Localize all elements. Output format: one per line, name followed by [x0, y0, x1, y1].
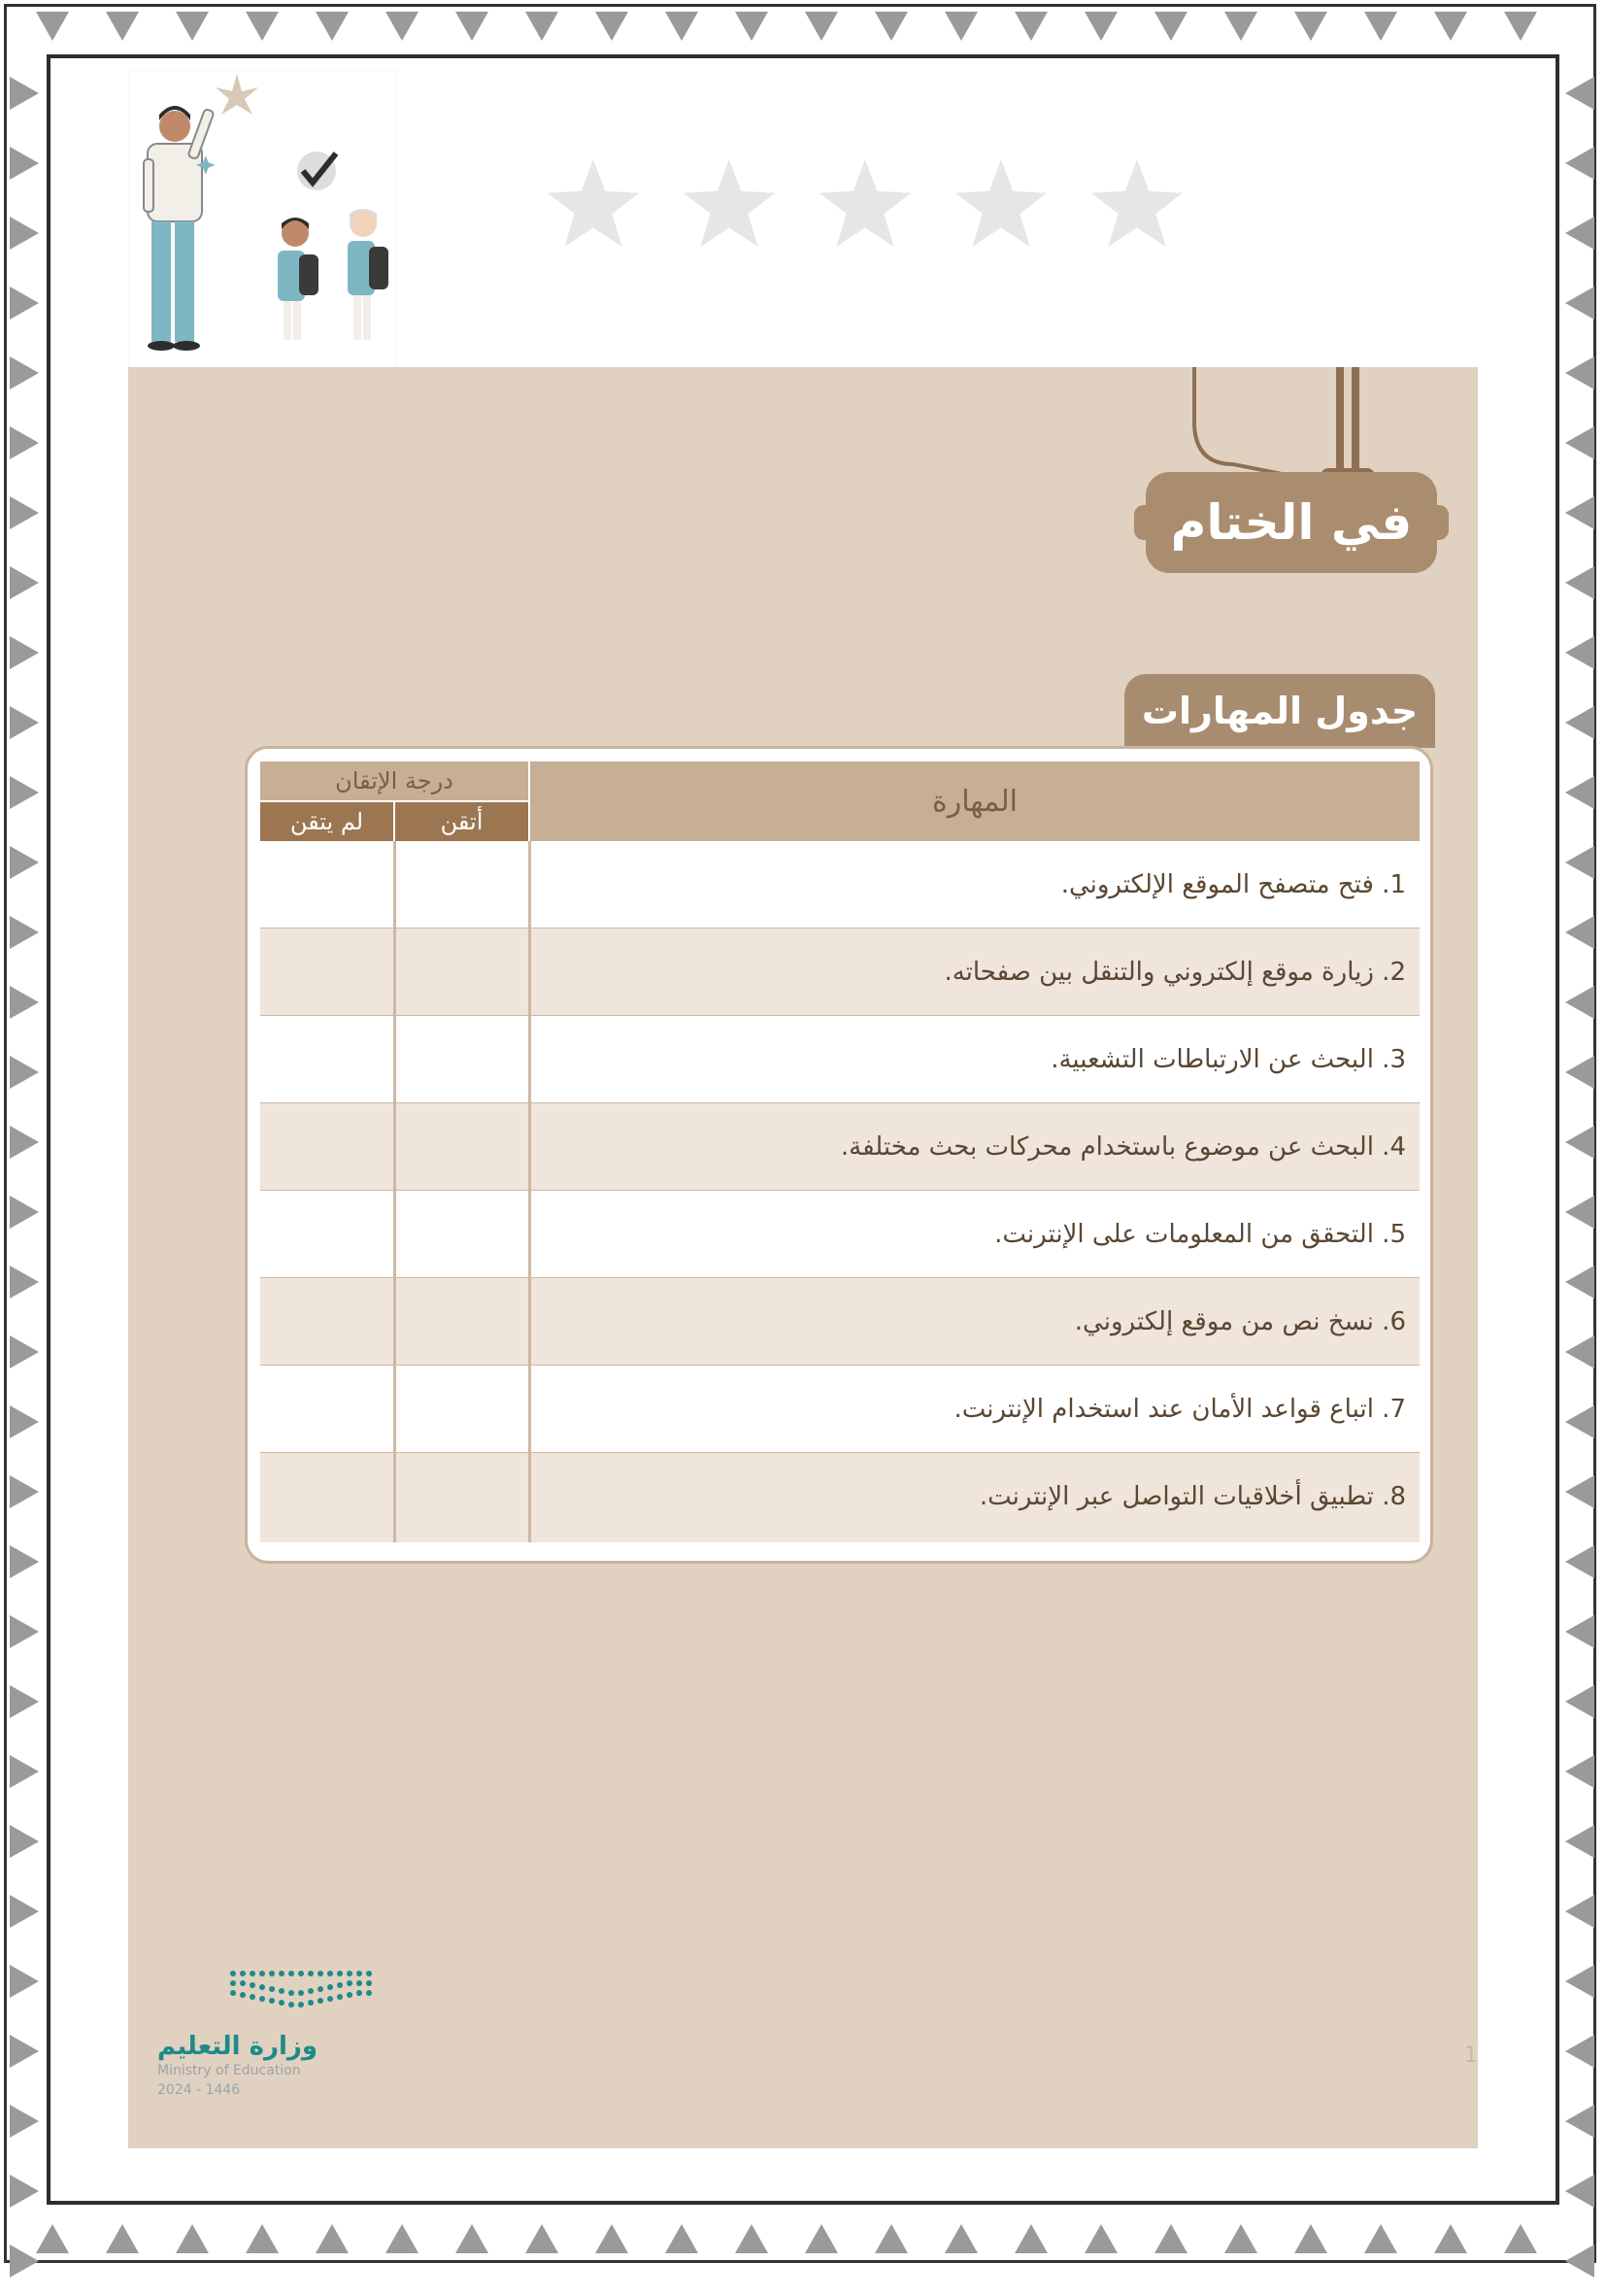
skill-text: 7. اتباع قواعد الأمان عند استخدام الإنترنت.: [954, 1394, 1406, 1424]
star-icon[interactable]: [680, 155, 779, 254]
page-title: في الختام: [1170, 494, 1413, 551]
skill-text: 6. نسخ نص من موقع إلكتروني.: [1074, 1306, 1406, 1336]
skill-column-header: المهارة: [530, 761, 1420, 841]
skill-text: 5. التحقق من المعلومات على الإنترنت.: [994, 1219, 1406, 1249]
skill-text: 8. تطبيق أخلاقيات التواصل عبر الإنترنت.: [979, 1481, 1406, 1511]
teacher-students-illustration: [128, 70, 396, 379]
left-border-triangles: [10, 58, 39, 2296]
table-row: [260, 1103, 1420, 1190]
skill-text: 2. زيارة موقع إلكتروني والتنقل بين صفحاته.: [944, 957, 1406, 987]
table-row: [260, 929, 1420, 1015]
rating-stars: [544, 155, 1187, 254]
column-divider: [528, 841, 531, 1542]
mastered-column-header: أتقن: [395, 802, 528, 841]
star-icon[interactable]: [816, 155, 915, 254]
not-mastered-column-header: لم يتقن: [260, 802, 393, 841]
skill-text: 4. البحث عن موضوع باستخدام محركات بحث مختلفة.: [840, 1131, 1406, 1162]
page-number: 1: [1464, 2043, 1478, 2068]
ministry-name-english: Ministry of Education: [157, 2063, 301, 2078]
table-row: [260, 1191, 1420, 1277]
star-icon[interactable]: [1087, 155, 1187, 254]
star-icon[interactable]: [952, 155, 1051, 254]
skill-text: 3. البحث عن الارتباطات التشعبية.: [1051, 1044, 1406, 1074]
bottom-border-triangles: [17, 2224, 1556, 2253]
section-title: جدول المهارات: [1141, 690, 1419, 732]
section-tab: [1124, 674, 1435, 748]
edition-year: 2024 - 1446: [157, 2082, 241, 2098]
skill-text: 1. فتح متصفح الموقع الإلكتروني.: [1060, 869, 1406, 899]
ministry-name-arabic: وزارة التعليم: [157, 2032, 318, 2061]
table-row: [260, 841, 1420, 928]
table-row: [260, 1366, 1420, 1452]
top-border-triangles: [17, 12, 1556, 41]
mastery-column-header: درجة الإتقان: [260, 761, 528, 800]
table-row: [260, 1453, 1420, 1542]
column-divider: [393, 841, 396, 1542]
star-icon[interactable]: [544, 155, 643, 254]
table-row: [260, 1016, 1420, 1102]
title-banner: [1146, 472, 1437, 573]
table-row: [260, 1278, 1420, 1365]
right-border-triangles: [1565, 58, 1594, 2296]
